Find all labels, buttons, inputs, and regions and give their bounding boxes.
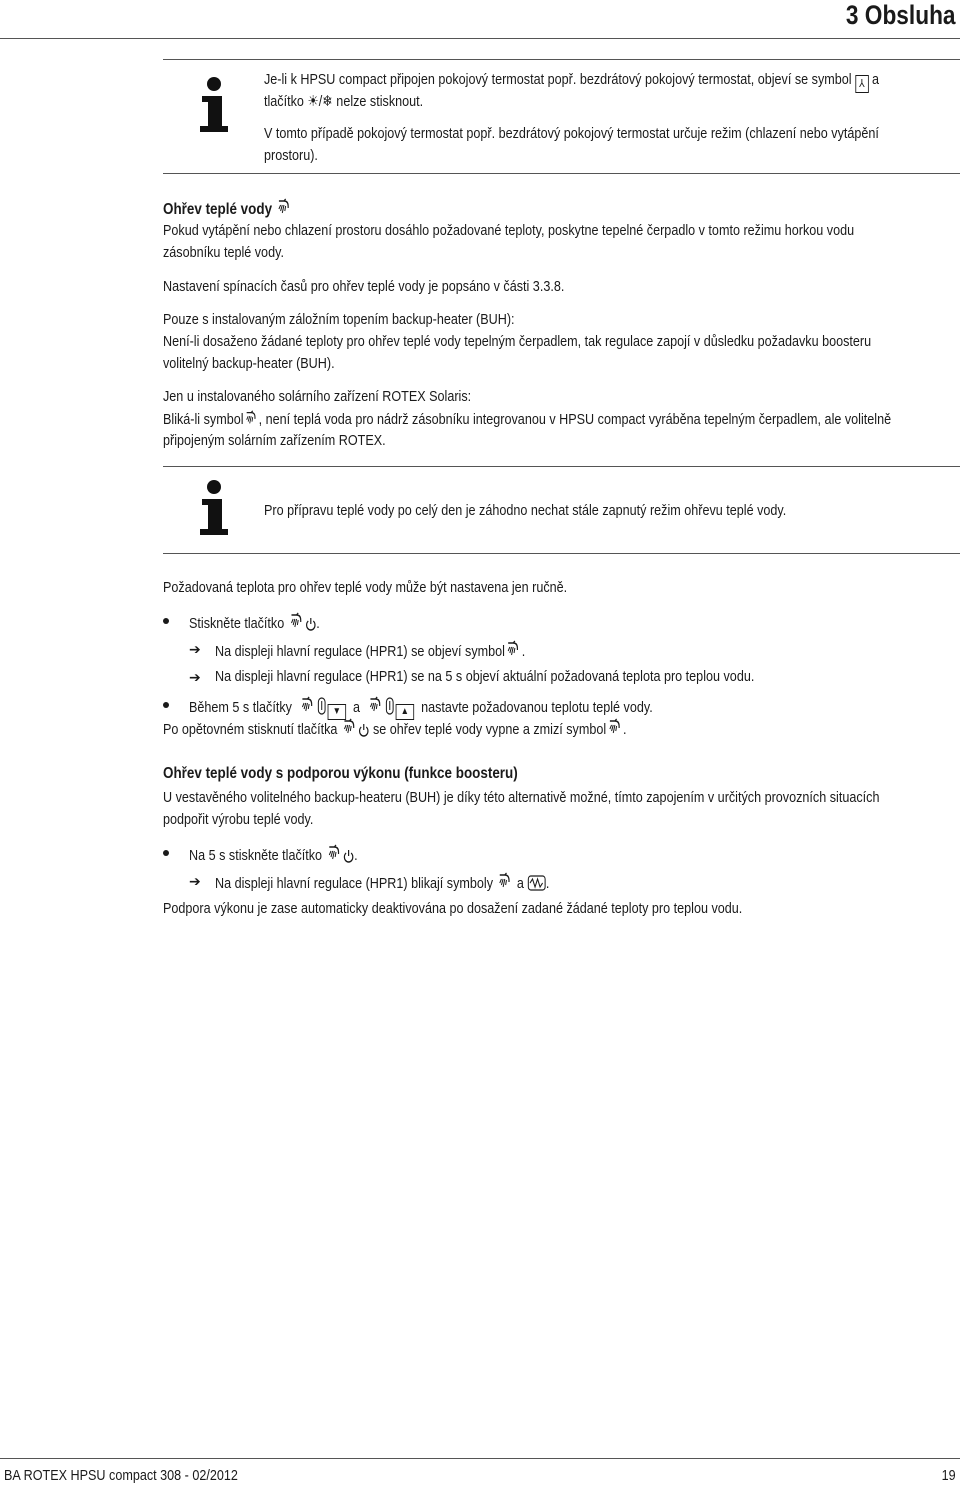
bullet: [163, 618, 169, 624]
booster-paragraph-line-1: U vestavěného volitelného backup-heateru (BUH) je díky této alternativě možné, tímto zapojením v určitých provozních situacích: [163, 789, 880, 806]
solar-line-2: připojeným solárním zařízením ROTEX.: [163, 432, 386, 449]
bullet: [163, 850, 169, 856]
note-divider-bottom: [163, 553, 960, 554]
note-divider-top: [163, 59, 960, 60]
result-1: Na displeji hlavní regulace (HPR1) se objeví symbol .: [215, 639, 584, 662]
step-press-booster: Na 5 s stiskněte tlačítko .: [189, 843, 390, 866]
note-line-3: V tomto případě pokojový termostat popř. bezdrátový pokojový termostat určuje režim (chlazení nebo vytápění: [264, 125, 879, 142]
hot-water-tap-icon: [326, 843, 343, 863]
buh-line-1: Není-li dosaženo žádané teploty pro ohřev teplé vody tepelným čerpadlem, tak regulace zapojí v důsledku požadavku boosteru: [163, 333, 872, 350]
note-line-1: Je-li k HPSU compact připojen pokojový termostat popř. bezdrátový pokojový termostat, objeví se symbol ⅄ a: [264, 70, 960, 93]
result-2: Na displeji hlavní regulace (HPR1) se na 5 s objeví aktuální požadovaná teplota pro teplou vodu.: [215, 668, 755, 685]
hot-water-tap-icon: [244, 409, 259, 427]
hot-water-tap-icon: [497, 871, 514, 891]
arrow-down-key-icon: ▼: [328, 704, 346, 720]
info-icon: [196, 479, 236, 539]
note-divider-top: [163, 466, 960, 467]
hot-water-tap-icon: [505, 639, 522, 659]
thermometer-icon: [316, 697, 328, 715]
result-arrow-icon: ➔: [189, 873, 201, 889]
dhw-paragraph-1-line-1: Pokud vytápění nebo chlazení prostoru dosáhlo požadované teploty, poskytne tepelné čerpadlo v tomto režimu horkou vodu: [163, 222, 855, 239]
hot-water-tap-icon: [276, 197, 293, 217]
section-title-booster: Ohřev teplé vody s podporou výkonu (funkce boosteru): [163, 765, 518, 782]
arrow-up-key-icon: ▲: [396, 704, 414, 720]
section-title-dhw: Ohřev teplé vody: [163, 197, 317, 220]
step-press-button: Stiskněte tlačítko .: [189, 611, 345, 634]
chapter-title: 3 Obsluha: [846, 0, 956, 30]
note-line-2: tlačítko ☀/❄ nelze stisknout.: [264, 93, 424, 110]
buh-line-2: volitelný backup-heater (BUH).: [163, 355, 335, 372]
sun-heat-icon: ☀: [307, 93, 319, 110]
power-icon: [358, 723, 370, 737]
result-arrow-icon: ➔: [189, 669, 201, 685]
dhw-paragraph-2: Nastavení spínacích časů pro ohřev teplé vody je popsáno v části 3.3.8.: [163, 278, 565, 295]
power-icon: [305, 617, 317, 631]
booster-result: Na displeji hlavní regulace (HPR1) blikají symboly a .: [215, 871, 613, 894]
power-icon: [342, 849, 354, 863]
thermometer-icon: [384, 697, 396, 715]
buh-heading: Pouze s instalovaným záložním topením backup-heater (BUH):: [163, 311, 515, 328]
bullet: [163, 702, 169, 708]
footer-document-id: BA ROTEX HPSU compact 308 - 02/2012: [4, 1467, 238, 1484]
header-divider: [0, 38, 960, 39]
step-set-temperature: Během 5 s tlačítky ▼ a ▲ nastavte požadovanou teplotu teplé vody.: [189, 695, 741, 720]
result-arrow-icon: ➔: [189, 641, 201, 657]
snowflake-cool-icon: ❄: [322, 93, 333, 110]
hot-water-tap-icon: [341, 717, 358, 737]
hot-water-tap-icon: [606, 717, 623, 737]
footer-divider: [0, 1458, 960, 1459]
note-text: Pro přípravu teplé vody po celý den je záhodno nechat stále zapnutý režim ohřevu teplé vody.: [264, 502, 787, 519]
manual-intro: Požadovaná teplota pro ohřev teplé vody může být nastavena jen ručně.: [163, 579, 568, 596]
manual-after: Po opětovném stisknutí tlačítka se ohřev teplé vody vypne a zmizí symbol .: [163, 717, 715, 740]
hot-water-tap-icon: [299, 695, 316, 715]
booster-outro: Podpora výkonu je zase automaticky deaktivována po dosažení zadané žádané teploty pro teplou vodu.: [163, 900, 743, 917]
note-divider-bottom: [163, 173, 960, 174]
page-number: 19: [941, 1467, 956, 1484]
solar-line-1: Bliká-li symbol , není teplá voda pro nádrž zásobníku integrovanou v HPSU compact vyráběna tepelným čerpadlem, ale volitelně: [163, 411, 892, 428]
solar-heading: Jen u instalovaného solárního zařízení ROTEX Solaris:: [163, 388, 472, 405]
booster-heater-icon: [527, 875, 545, 891]
hot-water-tap-icon: [288, 611, 305, 631]
booster-paragraph-line-2: podpořit výrobu teplé vody.: [163, 811, 314, 828]
info-icon: [196, 76, 236, 136]
hot-water-tap-icon: [367, 695, 384, 715]
dhw-paragraph-1-line-2: zásobníku teplé vody.: [163, 244, 284, 261]
room-thermostat-icon: ⅄: [855, 75, 868, 93]
note-line-4: prostoru).: [264, 147, 318, 164]
